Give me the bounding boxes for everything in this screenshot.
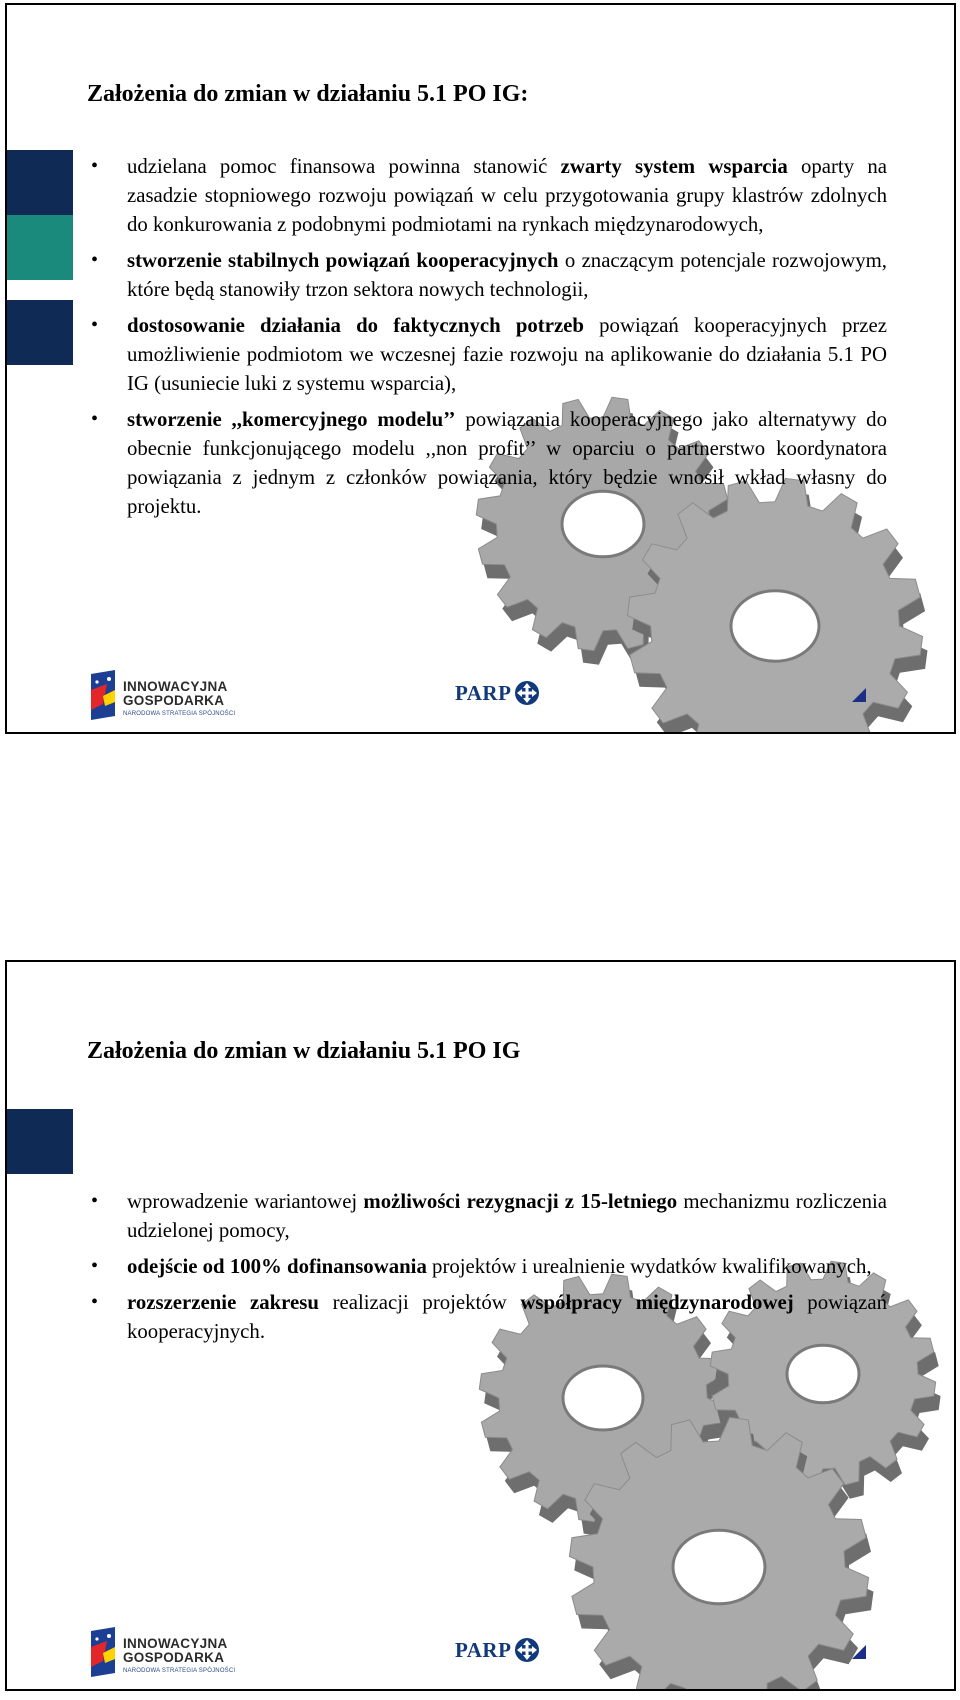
bullet-dot: • [91,1291,99,1313]
bullet-text-bold: rozszerzenie zakresu [127,1291,319,1314]
logo-title: INNOWACYJNA [123,679,228,694]
bullet-item [91,1187,887,1245]
logo-subtitle: GOSPODARKA [123,693,225,708]
slide-title: Założenia do zmian w działaniu 5.1 PO IG [87,1038,521,1064]
bullet-text: o znaczącym potencjale rozwojowym, które będą stanowiły trzon sektora nowych technologii, [127,249,887,301]
innowacyjna-gospodarka-logo [89,670,235,720]
parp-logo [455,1637,540,1663]
parp-label: PARP [455,1637,512,1662]
bullet-text: wprowadzenie wariantowej [127,1190,364,1213]
bullet-item [91,405,887,521]
footer [7,1627,956,1691]
bullet-text-bold: możliwości rezygnacji z 15-letniego [363,1190,678,1213]
bullet-text-bold: stworzenie ,,komercyjnego modelu’’ [127,408,456,431]
corner-mark [852,688,866,702]
bullet-text-bold: stworzenie stabilnych powiązań kooperacyjnych [127,249,559,272]
innowacyjna-gospodarka-logo [89,1627,235,1677]
bullet-text: powiązania kooperacyjnego jako alternatywy do obecnie funkcjonującego modelu ,,non profit’’ w oparciu o partnerstwo koordynatora powiązania z jednym z członków powiązania, który będzie wnosił wkład własny do projektu. [127,408,887,518]
bullet-text: realizacji projektów [318,1291,521,1314]
bullet-item [91,152,887,239]
corner-mark [852,1645,866,1659]
bullet-item [91,311,887,398]
slide-1 [5,3,956,734]
bullet-dot: • [91,408,99,430]
bullet-dot: • [91,155,99,177]
bullet-text: udzielana pomoc finansowa powinna stanowić [127,155,561,178]
logo-title: INNOWACYJNA [123,1636,228,1651]
bullet-text-bold: zwarty system wsparcia [560,155,788,178]
bullet-text: projektów i urealnienie wydatków kwalifikowanych, [426,1255,872,1278]
logo-subtitle: GOSPODARKA [123,1650,225,1665]
bullet-text-bold: odejście od 100% dofinansowania [127,1255,427,1278]
parp-arrows-icon [514,1637,540,1663]
bullet-item [91,246,887,304]
logo-caption: NARODOWA STRATEGIA SPÓJNOŚCI [123,1668,236,1674]
parp-label: PARP [455,680,512,705]
bullet-dot: • [91,1255,99,1277]
bullet-dot: • [91,249,99,271]
bullet-item [91,1252,887,1281]
bullet-dot: • [91,1190,99,1212]
slide-title: Założenia do zmian w działaniu 5.1 PO IG: [87,81,529,107]
footer [7,670,956,734]
logo-caption: NARODOWA STRATEGIA SPÓJNOŚCI [123,711,236,717]
bullet-text-bold: dostosowanie działania do faktycznych potrzeb [127,314,584,337]
bullet-list [91,152,887,528]
bullet-text: mechanizmu rozliczenia udzielonej pomocy, [127,1190,887,1242]
bullet-text: oparty na zasadzie stopniowego rozwoju powiązań w celu przygotowania grupy klastrów zdolnych do konkurowania z podobnymi podmiotami na rynkach międzynarodowych, [127,155,887,236]
bullet-list [91,1187,887,1353]
parp-logo [455,680,540,706]
eu-flag-icon [89,1627,119,1677]
slide-2 [5,960,956,1691]
eu-flag-icon [89,670,119,720]
bullet-dot: • [91,314,99,336]
bullet-item [91,1288,887,1346]
bullet-text: powiązań kooperacyjnych. [127,1291,887,1343]
bullet-text: powiązań kooperacyjnych przez umożliwienie podmiotom we wczesnej fazie rozwoju na aplikowanie do działania 5.1 PO IG (usuniecie luki z systemu wsparcia), [127,314,887,395]
bullet-text-bold: współpracy międzynarodowej [520,1291,794,1314]
parp-arrows-icon [514,680,540,706]
